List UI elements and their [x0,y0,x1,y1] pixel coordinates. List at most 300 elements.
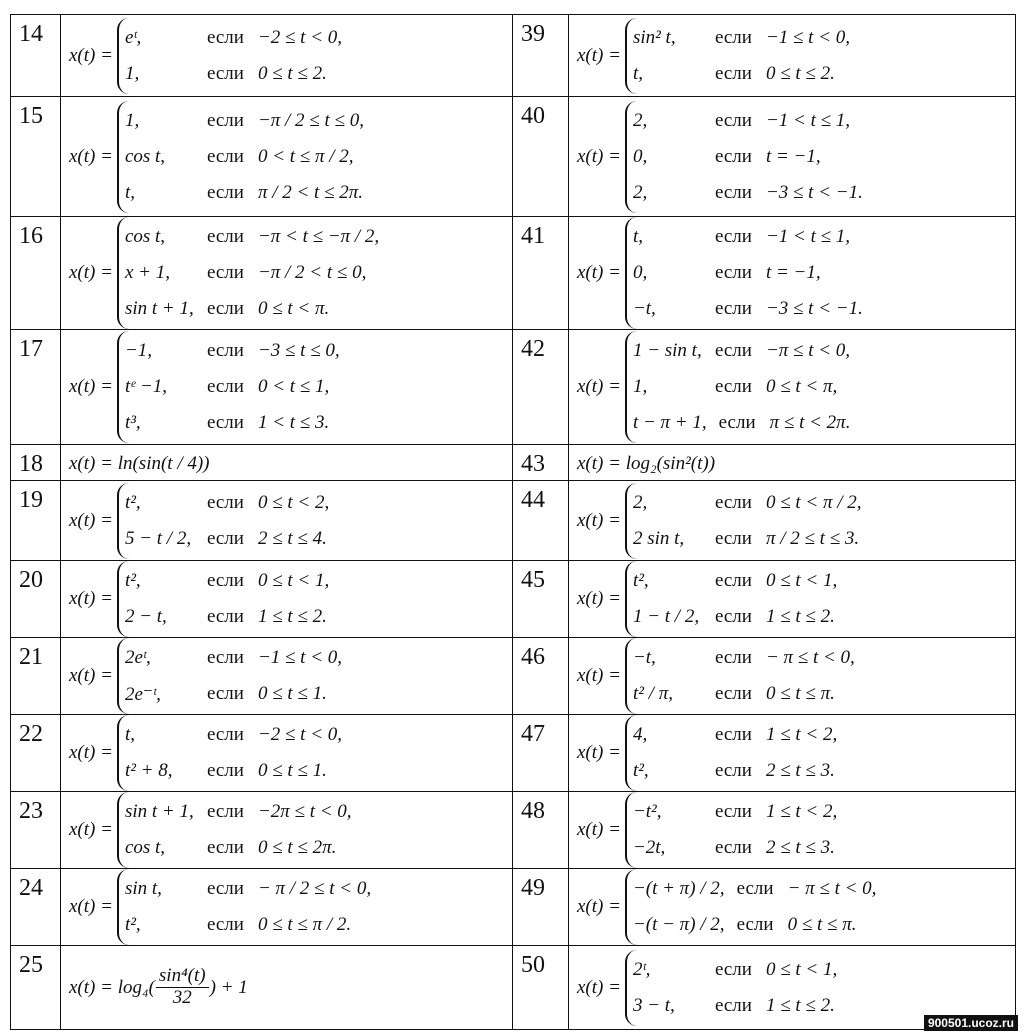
case-condition-word: если [714,340,752,361]
case-condition-word: если [206,412,244,433]
table-row [11,946,1016,1030]
case-condition: −2 ≤ t < 0, [257,26,343,48]
case-condition: π / 2 < t ≤ 2π. [257,181,364,203]
problem-number: 44 [513,481,569,561]
case-condition: 0 ≤ t ≤ π. [787,914,857,935]
case-expression: t², [632,570,649,591]
fraction-numerator: sin⁴(t) [156,966,209,988]
case-line [125,640,342,676]
formula-lhs: x(t) = [69,588,113,609]
piecewise-formula [61,792,512,868]
case-line [633,794,837,830]
case-expression: 2 sin t, [632,527,685,549]
formula-cell [61,946,513,1030]
case-line [633,369,851,405]
case-brace [117,561,329,637]
problem-number: 46 [513,638,569,715]
formula-lhs: x(t) = [577,588,621,609]
case-expression: cos t, [124,226,166,247]
case-expression: 3 − t, [632,994,675,1016]
case-condition-word: если [206,376,244,397]
site-watermark: 900501.ucoz.ru [924,1015,1018,1031]
formula-cell [61,330,513,445]
case-expression: −(t − π) / 2, [632,914,725,935]
piecewise-formula [61,97,512,216]
formula-cell [61,15,513,97]
piecewise-formula [569,715,1015,791]
case-line [633,333,851,369]
formula-lhs: x(t) = [69,376,113,397]
case-expression: −2t, [632,837,666,858]
formula-lhs: x(t) = [577,896,621,917]
case-condition: −2 ≤ t < 0, [257,724,343,745]
piecewise-formula [569,638,1015,714]
case-brace [117,715,342,791]
problem-number: 24 [11,869,61,946]
case-condition-word: если [714,109,752,131]
case-line [633,139,863,175]
case-expression: t, [632,226,643,247]
table-row [11,792,1016,869]
case-condition: −π < t ≤ −π / 2, [257,226,380,247]
case-line [633,753,837,789]
case-brace [117,638,342,714]
case-line [125,405,340,441]
case-expression: −t, [632,647,656,668]
case-condition-word: если [714,62,752,84]
case-expression: 2e⁻ᵗ, [124,683,161,705]
table-row [11,217,1016,330]
case-expression: 0, [632,145,648,167]
case-condition-word: если [206,62,244,84]
problem-number: 50 [513,946,569,1030]
case-condition: 2 ≤ t ≤ 3. [765,760,835,781]
problem-number: 19 [11,481,61,561]
case-expression: sin t + 1, [124,298,194,319]
formula-cell [61,792,513,869]
case-condition-word: если [206,226,244,247]
case-line [633,676,855,712]
case-condition-word: если [736,878,774,899]
case-condition-word: если [714,527,752,549]
case-line [633,988,837,1024]
case-line [125,333,340,369]
case-line [125,599,329,635]
piecewise-formula [61,15,512,96]
piecewise-formula [569,330,1015,444]
formula-cell [61,97,513,217]
case-condition-word: если [206,109,244,131]
case-expression: t, [632,62,643,84]
case-line [633,830,837,866]
problem-number: 21 [11,638,61,715]
case-line [633,521,862,557]
case-expression: sin t, [124,878,162,899]
problem-number: 41 [513,217,569,330]
table-row [11,638,1016,715]
formula-text: x(t) = ln(sin(t / 4)) [69,453,210,474]
table-row [11,715,1016,792]
case-expression: 5 − t / 2, [124,527,192,549]
case-condition-word: если [206,491,244,513]
fraction [156,966,209,1009]
case-line [633,485,862,521]
case-condition: 1 ≤ t ≤ 2. [765,994,835,1016]
case-condition: 0 ≤ t ≤ π. [765,683,835,704]
formula-lhs: x(t) = [69,145,113,167]
problem-number: 42 [513,330,569,445]
formula-cell [61,561,513,638]
case-expression: sin t + 1, [124,801,194,822]
case-line [125,521,329,557]
formula-lhs: x(t) = [69,262,113,283]
case-brace [625,715,837,791]
formula-lhs: x(t) = [577,262,621,283]
case-condition: −1 ≤ t < 0, [765,26,851,48]
case-line [125,291,379,327]
formula-lhs: x(t) = [69,896,113,917]
case-expression: eᵗ, [124,26,142,48]
formula-lhs: x(t) = [577,145,621,167]
case-line [633,952,837,988]
case-expression: t² + 8, [124,760,173,781]
problem-number: 40 [513,97,569,217]
table-row [11,97,1016,217]
problem-number: 20 [11,561,61,638]
problem-number: 47 [513,715,569,792]
case-condition: − π ≤ t < 0, [765,647,855,668]
case-condition: −π / 2 < t ≤ 0, [257,262,367,283]
case-condition: −1 < t ≤ 1, [765,226,851,247]
case-condition-word: если [714,181,752,203]
case-expression: 1 − sin t, [632,340,702,361]
case-condition-word: если [714,837,752,858]
case-condition: 0 < t ≤ 1, [257,376,330,397]
formula-cell [569,638,1016,715]
formula-lhs: x(t) = [577,376,621,397]
case-expression: −t, [632,298,656,319]
case-condition-word: если [714,298,752,319]
case-line [125,907,371,943]
case-condition: π / 2 ≤ t ≤ 3. [765,527,860,549]
formula-table [10,14,1016,1030]
case-brace [117,331,340,443]
case-line [125,485,329,521]
case-condition: −π / 2 ≤ t ≤ 0, [257,109,364,131]
formula-cell [569,97,1016,217]
problem-number: 18 [11,445,61,481]
case-expression: 1, [124,109,140,131]
case-condition: 0 ≤ t ≤ 2. [257,62,327,84]
formula-suffix: ) + 1 [209,976,248,998]
case-condition: 0 ≤ t < π. [257,298,330,319]
case-condition-word: если [714,145,752,167]
table-row [11,330,1016,445]
formula-cell [569,715,1016,792]
problem-number: 14 [11,15,61,97]
case-line [125,56,342,92]
case-brace [625,18,850,94]
problem-number: 43 [513,445,569,481]
case-condition-word: если [206,760,244,781]
case-line [125,871,371,907]
case-condition-word: если [206,340,244,361]
case-line [633,175,863,211]
case-brace [625,561,837,637]
case-condition: t = −1, [765,145,821,167]
case-line [125,753,342,789]
formula-cell [569,561,1016,638]
piecewise-formula [61,330,512,444]
piecewise-formula [569,97,1015,216]
case-condition: t = −1, [765,262,821,283]
case-condition: 1 < t ≤ 3. [257,412,330,433]
piecewise-formula [569,481,1015,560]
case-line [633,219,863,255]
case-expression: 2, [632,109,648,131]
problem-number: 23 [11,792,61,869]
case-brace [117,217,379,329]
formula-cell [61,715,513,792]
case-brace [117,483,329,559]
formula-cell [569,869,1016,946]
case-line [633,56,850,92]
case-line [633,599,837,635]
case-condition-word: если [714,647,752,668]
table-row [11,561,1016,638]
case-condition: 0 ≤ t ≤ 1. [257,683,327,704]
formula-text: x(t) = log₂(sin²(t)) [577,453,716,474]
formula-cell [569,481,1016,561]
case-line [633,291,863,327]
case-condition-word: если [206,606,244,627]
piecewise-formula [61,561,512,637]
case-line [125,255,379,291]
piecewise-formula [569,15,1015,96]
case-expression: cos t, [124,145,166,167]
problem-number: 16 [11,217,61,330]
formula-cell [569,15,1016,97]
case-condition-word: если [206,801,244,822]
case-condition: 0 ≤ t ≤ 1. [257,760,327,781]
formula-cell [569,792,1016,869]
case-expression: 4, [632,724,648,745]
table-row [11,445,1016,481]
case-expression: 2 − t, [124,606,167,627]
case-line [125,717,342,753]
piecewise-formula [61,481,512,560]
case-condition-word: если [206,145,244,167]
case-condition-word: если [714,262,752,283]
case-brace [625,638,855,714]
piecewise-formula [569,561,1015,637]
problem-number: 15 [11,97,61,217]
case-line [125,830,352,866]
formula [61,445,512,480]
case-condition-word: если [206,837,244,858]
case-condition: −1 ≤ t < 0, [257,647,343,668]
case-expression: 2, [632,491,648,513]
problem-number: 39 [513,15,569,97]
fraction-denominator: 32 [172,987,192,1008]
case-condition-word: если [206,181,244,203]
case-condition-word: если [714,26,752,48]
case-line [125,794,352,830]
case-expression: sin² t, [632,26,676,48]
problem-number: 17 [11,330,61,445]
case-condition-word: если [206,724,244,745]
table-row [11,869,1016,946]
case-expression: −1, [124,340,153,361]
case-condition-word: если [714,683,752,704]
problem-number: 45 [513,561,569,638]
case-condition: 0 ≤ t ≤ 2π. [257,837,337,858]
formula-lhs: x(t) = [69,819,113,840]
case-condition-word: если [206,298,244,319]
problem-number: 22 [11,715,61,792]
case-condition-word: если [714,724,752,745]
table-row [11,15,1016,97]
case-line [633,563,837,599]
case-condition: 0 ≤ t < 1, [257,570,330,591]
case-brace [117,101,364,213]
case-condition-word: если [718,412,756,433]
case-condition: 0 ≤ t < π, [765,376,838,397]
formula-cell [61,869,513,946]
case-brace [625,483,862,559]
problem-number: 48 [513,792,569,869]
case-condition: 2 ≤ t ≤ 4. [257,527,327,549]
case-condition: 0 ≤ t < 2, [257,491,330,513]
case-expression: t³, [124,412,141,433]
problem-number: 49 [513,869,569,946]
formula-cell [569,330,1016,445]
case-line [633,640,855,676]
case-condition: π ≤ t < 2π. [769,412,851,433]
formula-cell [569,445,1016,481]
case-condition-word: если [206,262,244,283]
case-condition: −3 ≤ t < −1. [765,181,863,203]
case-condition: −π ≤ t < 0, [765,340,851,361]
case-line [633,255,863,291]
case-condition: 1 ≤ t ≤ 2. [257,606,327,627]
case-expression: −(t + π) / 2, [632,878,725,899]
case-condition: 0 ≤ t ≤ 2. [765,62,835,84]
case-line [633,20,850,56]
case-line [633,405,851,441]
case-condition: − π / 2 ≤ t < 0, [257,878,372,899]
formula-cell [61,217,513,330]
piecewise-formula [61,715,512,791]
case-expression: 1 − t / 2, [632,606,700,627]
case-condition-word: если [714,570,752,591]
case-expression: 1, [632,376,648,397]
case-condition: −2π ≤ t < 0, [257,801,352,822]
case-expression: t², [124,570,141,591]
case-condition: 1 ≤ t < 2, [765,724,838,745]
formula-lhs: x(t) = [69,665,113,686]
case-line [125,175,364,211]
case-brace [625,792,837,868]
case-brace [117,18,342,94]
case-condition: 0 ≤ t ≤ π / 2. [257,914,352,935]
case-expression: −t², [632,801,662,822]
case-condition: 0 < t ≤ π / 2, [257,145,354,167]
case-condition-word: если [714,606,752,627]
case-condition-word: если [206,647,244,668]
case-expression: t², [124,491,141,513]
piecewise-formula [61,217,512,329]
piecewise-formula [61,638,512,714]
case-line [633,871,877,907]
case-expression: t − π + 1, [632,412,707,433]
case-expression: t, [124,724,135,745]
problem-number: 25 [11,946,61,1030]
case-line [125,219,379,255]
case-condition-word: если [206,914,244,935]
case-expression: t² / π, [632,683,673,704]
formula-cell [61,481,513,561]
case-expression: 2eᵗ, [124,647,151,668]
case-condition-word: если [206,26,244,48]
case-condition: −3 ≤ t ≤ 0, [257,340,340,361]
case-condition: 0 ≤ t < 1, [765,570,838,591]
formula-cell [569,217,1016,330]
case-condition-word: если [206,878,244,899]
case-condition-word: если [736,914,774,935]
case-condition: 1 ≤ t ≤ 2. [765,606,835,627]
case-expression: x + 1, [124,262,170,283]
case-condition-word: если [714,226,752,247]
case-condition-word: если [714,801,752,822]
formula-cell [61,638,513,715]
case-line [633,907,877,943]
formula-lhs: x(t) = [69,742,113,763]
piecewise-formula [569,869,1015,945]
case-expression: tᵉ −1, [124,376,168,397]
formula [569,445,1015,480]
case-line [125,139,364,175]
case-condition-word: если [714,491,752,513]
case-brace [625,331,851,443]
case-condition-word: если [714,760,752,781]
case-condition: 2 ≤ t ≤ 3. [765,837,835,858]
case-expression: 1, [124,62,140,84]
case-condition-word: если [714,376,752,397]
case-line [125,369,340,405]
case-brace [117,792,352,868]
formula [61,946,512,1029]
case-condition: −3 ≤ t < −1. [765,298,863,319]
case-condition: −1 < t ≤ 1, [765,109,851,131]
case-condition-word: если [714,958,752,980]
case-brace [117,869,371,945]
case-line [125,563,329,599]
table-row [11,481,1016,561]
case-expression: t², [124,914,141,935]
formula-lhs: x(t) = [577,742,621,763]
case-condition-word: если [206,570,244,591]
case-expression: t, [124,181,135,203]
formula-prefix: x(t) = log₄( [69,976,155,998]
case-expression: 2ᵗ, [632,958,651,980]
formula-lhs: x(t) = [577,976,621,998]
formula-cell [61,445,513,481]
case-brace [625,217,863,329]
case-line [633,717,837,753]
case-expression: 2, [632,181,648,203]
case-brace [625,869,877,945]
